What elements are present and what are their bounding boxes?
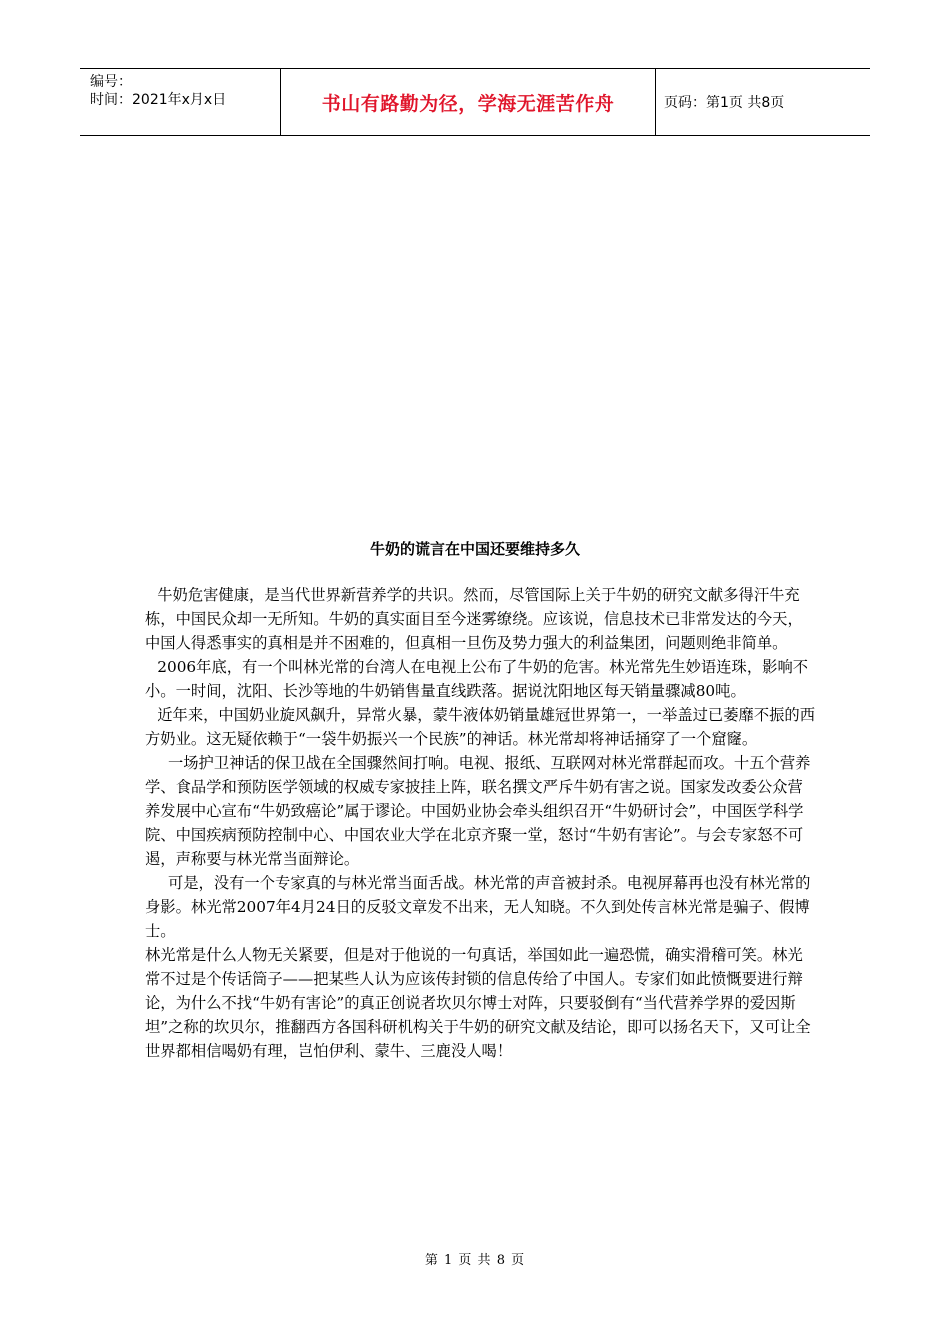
header-motto: 书山有路勤为径，学海无涯苦作舟 xyxy=(281,69,656,135)
header-meta-cell xyxy=(80,69,281,135)
body-paragraph: 林光常是什么人物无关紧要，但是对于他说的一句真话，举国如此一遍恐慌，确实滑稽可笑。林光常不过是个传话筒子——把某些人认为应该传封锁的信息传给了中国人。专家们如此愤慨要进行辩论，为什么不找“牛奶有害论”的真正创说者坎贝尔博士对阵，只要驳倒有“当代营养学界的爱因斯坦”之称的坎贝尔，推翻西方各国科研机构关于牛奶的研究文献及结论，即可以扬名天下，又可让全世界都相信喝奶有理，岂怕伊利、蒙牛、三鹿没人喝！ xyxy=(145,946,811,1060)
document-time-label: 时间：2021年x月x日 xyxy=(90,92,227,108)
page-footer: 第 1 页 共 8 页 xyxy=(424,1253,526,1268)
header-table xyxy=(80,68,870,136)
document-body xyxy=(145,583,815,1063)
body-paragraph: 一场护卫神话的保卫战在全国骤然间打响。电视、报纸、互联网对林光常群起而攻。十五个营养学、食品学和预防医学领域的权威专家披挂上阵，联名撰文严斥牛奶有害之说。国家发改委公众营养发展中心宣布“牛奶致癌论”属于谬论。中国奶业协会牵头组织召开“牛奶研讨会”，中国医学科学院、中国疾病预防控制中心、中国农业大学在北京齐聚一堂，怒讨“牛奶有害论”。与会专家怒不可遏，声称要与林光常当面辩论。 xyxy=(145,754,811,868)
body-paragraph: 可是，没有一个专家真的与林光常当面舌战。林光常的声音被封杀。电视屏幕再也没有林光常的身影。林光常2007年4月24日的反驳文章发不出来，无人知晓。不久到处传言林光常是骗子、假博士。 xyxy=(145,874,811,940)
header-page-info: 页码：第1页 共8页 xyxy=(664,95,785,111)
body-paragraph: 牛奶危害健康，是当代世界新营养学的共识。然而，尽管国际上关于牛奶的研究文献多得汗牛充栋，中国民众却一无所知。牛奶的真实面目至今迷雾缭绕。应该说，信息技术已非常发达的今天，中国人得悉事实的真相是并不困难的，但真相一旦伤及势力强大的利益集团，问题则绝非简单。 xyxy=(145,586,803,652)
body-paragraph: 2006年底，有一个叫林光常的台湾人在电视上公布了牛奶的危害。林光常先生妙语连珠，影响不小。一时间，沈阳、长沙等地的牛奶销售量直线跌落。据说沈阳地区每天销量骤减80吨。 xyxy=(145,658,809,700)
body-paragraph: 近年来，中国奶业旋风飙升，异常火暴，蒙牛液体奶销量雄冠世界第一，一举盖过已萎靡不振的西方奶业。这无疑依赖于“一袋牛奶振兴一个民族”的神话。林光常却将神话捅穿了一个窟窿。 xyxy=(145,706,816,748)
document-number-label: 编号： xyxy=(90,74,132,90)
document-title: 牛奶的谎言在中国还要维持多久 xyxy=(369,540,580,558)
